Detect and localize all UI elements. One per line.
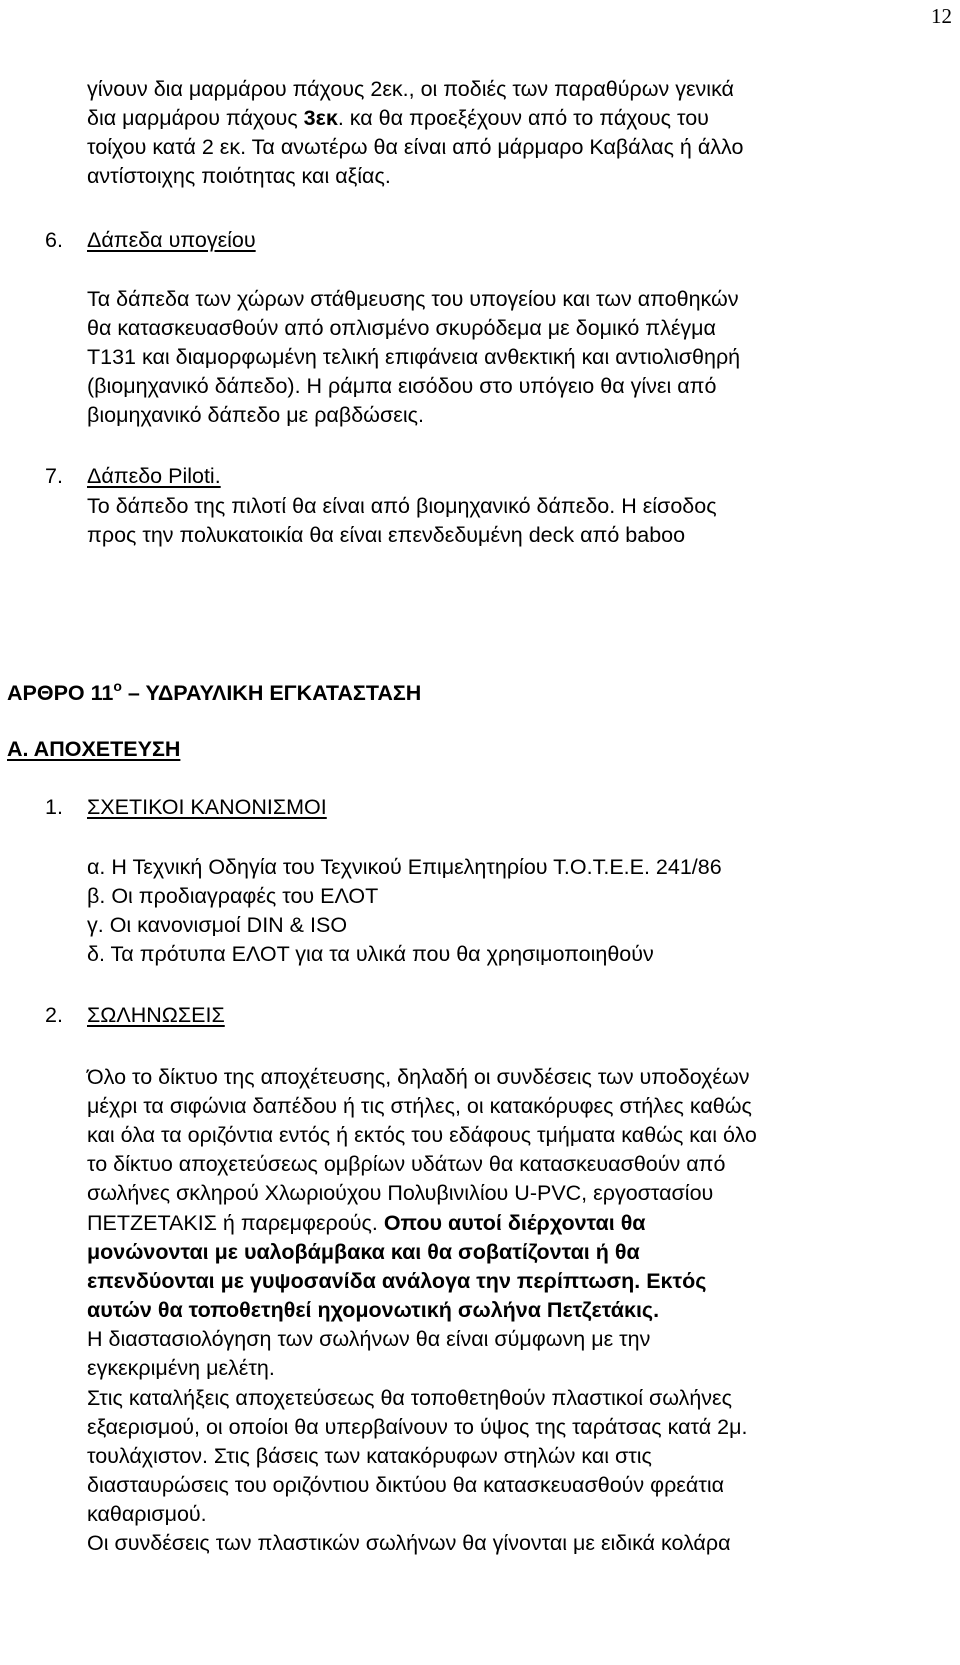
text-line: εξαερισμού, οι οποίοι θα υπερβαίνουν το ύψος της ταράτσας κατά 2μ. bbox=[87, 1415, 748, 1439]
text-line: ΠΕΤΖΕΤΑΚΙΣ ή παρεμφερούς. Οπου αυτοί διέρχονται θα bbox=[87, 1211, 646, 1235]
text-line: γίνουν δια μαρμάρου πάχους 2εκ., οι ποδιές των παραθύρων γενικά bbox=[87, 77, 734, 101]
text-line: τοίχου κατά 2 εκ. Τα ανωτέρω θα είναι από μάρμαρο Καβάλας ή άλλο bbox=[87, 135, 744, 159]
section-title: Δάπεδο Piloti. bbox=[87, 464, 221, 488]
bold-text-line: επενδύονται με γυψοσανίδα ανάλογα την περίπτωση. Εκτός bbox=[87, 1269, 707, 1293]
text-line: βιομηχανικό δάπεδο με ραβδώσεις. bbox=[87, 403, 424, 427]
text-line: Όλο το δίκτυο της αποχέτευσης, δηλαδή οι συνδέσεις των υποδοχέων bbox=[87, 1065, 750, 1089]
text-line: και όλα τα οριζόντια εντός ή εκτός του εδάφους τμήματα καθώς και όλο bbox=[87, 1123, 757, 1147]
text-line: Οι συνδέσεις των πλαστικών σωλήνων θα γίνονται με ειδικά κολάρα bbox=[87, 1531, 731, 1555]
article-heading: ΑΡΘΡΟ $11^o$ – ΥΔΡΑΥΛΙΚΗ ΕΓΚΑΤΑΣΤΑΣΗ bbox=[7, 678, 422, 705]
bold-text: Οπου αυτοί διέρχονται θα bbox=[383, 1211, 646, 1235]
list-item: β. Οι προδιαγραφές του ΕΛΟΤ bbox=[87, 884, 379, 908]
text-line: Η διαστασιολόγηση των σωλήνων θα είναι σύμφωνη με την bbox=[87, 1327, 651, 1351]
text-line: καθαρισμού. bbox=[87, 1502, 207, 1526]
section-title: Δάπεδα υπογείου bbox=[87, 228, 256, 252]
section-title: ΣΧΕΤΙΚΟΙ ΚΑΝΟΝΙΣΜΟΙ bbox=[87, 795, 327, 819]
text-line: διασταυρώσεις του οριζόντιου δικτύου θα κατασκευασθούν φρεάτια bbox=[87, 1473, 725, 1497]
bold-text: 3εκ bbox=[303, 106, 338, 130]
page-number: 12 bbox=[931, 4, 952, 28]
bold-text-line: αυτών θα τοποθετηθεί ηχομονωτική σωλήνα Πετζετάκις. bbox=[87, 1298, 660, 1322]
section-a-heading: Α. ΑΠΟΧΕΤΕΥΣΗ bbox=[7, 737, 181, 761]
text-line: σωλήνες σκληρού Χλωριούχου Πολυβινιλίου U-PVC, εργοστασίου bbox=[87, 1181, 714, 1205]
bold-text-line: μονώνονται με υαλοβάμβακα και θα σοβατίζονται ή θα bbox=[87, 1240, 640, 1264]
section-number: 6. bbox=[45, 228, 63, 252]
text-line: Το δάπεδο της πιλοτί θα είναι από βιομηχανικό δάπεδο. Η είσοδος bbox=[87, 494, 717, 518]
text-line: το δίκτυο αποχετεύσεως ομβρίων υδάτων θα κατασκευασθούν από bbox=[87, 1152, 726, 1176]
text-line: Τ131 και διαμορφωμένη τελική επιφάνεια ανθεκτική και αντιολισθηρή bbox=[87, 345, 741, 369]
text-line: δια μαρμάρου πάχους 3εκ. κα θα προεξέχουν από το πάχους του bbox=[87, 106, 709, 130]
list-item: γ. Οι κανονισμοί DIN & ISO bbox=[87, 913, 348, 937]
section-number: 7. bbox=[45, 464, 63, 488]
list-item: δ. Τα πρότυπα ΕΛΟΤ για τα υλικά που θα χρησιμοποιηθούν bbox=[87, 942, 654, 966]
text-line: τουλάχιστον. Στις βάσεις των κατακόρυφων στηλών και στις bbox=[87, 1444, 652, 1468]
text-line: προς την πολυκατοικία θα είναι επενδεδυμένη deck από baboo bbox=[87, 523, 686, 547]
section-title: ΣΩΛΗΝΩΣΕΙΣ bbox=[87, 1003, 225, 1027]
section-number: 2. bbox=[45, 1003, 63, 1027]
text-line: Τα δάπεδα των χώρων στάθμευσης του υπογείου και των αποθηκών bbox=[87, 287, 739, 311]
text-line: θα κατασκευασθούν από οπλισμένο σκυρόδεμα με δομικό πλέγμα bbox=[87, 316, 716, 340]
text-line: αντίστοιχης ποιότητας και αξίας. bbox=[87, 164, 391, 188]
text-line: Στις καταλήξεις αποχετεύσεως θα τοποθετηθούν πλαστικοί σωλήνες bbox=[87, 1386, 732, 1410]
text-line: (βιομηχανικό δάπεδο). Η ράμπα εισόδου στο υπόγειο θα γίνει από bbox=[87, 374, 717, 398]
list-item: α. Η Τεχνική Οδηγία του Τεχνικού Επιμελητηρίου Τ.Ο.Τ.Ε.Ε. 241/86 bbox=[87, 855, 722, 879]
text-line: μέχρι τα σιφώνια δαπέδου ή τις στήλες, οι κατακόρυφες στήλες καθώς bbox=[87, 1094, 752, 1118]
text-line: εγκεκριμένη μελέτη. bbox=[87, 1356, 275, 1380]
section-number: 1. bbox=[45, 795, 63, 819]
